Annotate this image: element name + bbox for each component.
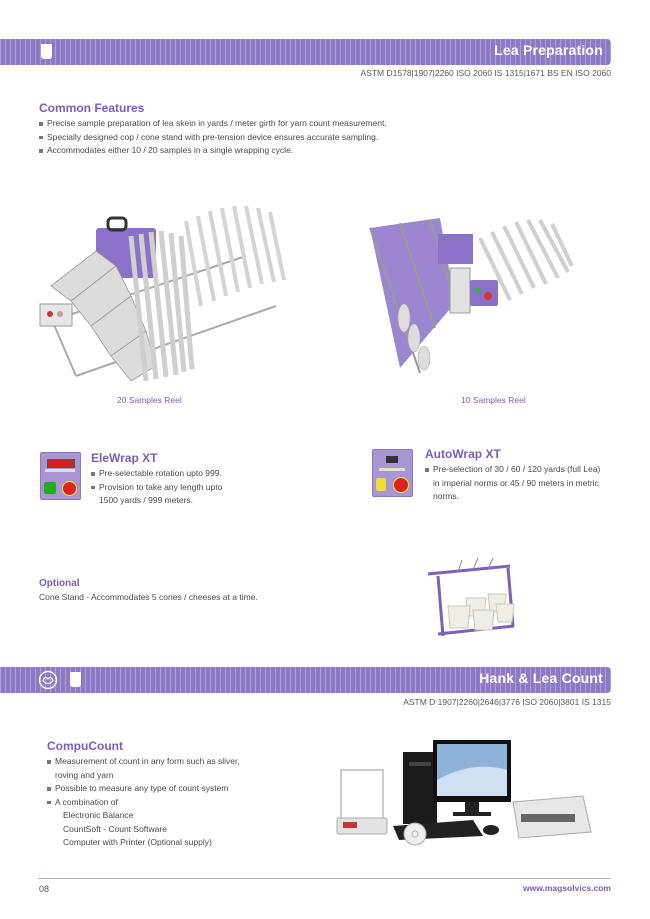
optional-text: Cone Stand - Accommodates 5 cones / cheeses at a time. [39,592,258,602]
autowrap-features [425,463,600,504]
list-item-continuation: 1500 yards / 999 meters. [99,495,194,505]
standards-text: ASTM D1578|1907|2260 ISO 2060 IS 1315|1671 BS EN ISO 2060 [360,68,611,78]
standards-text: ASTM D 1907|2260|2646|3776 ISO 2060|3801 IS 1315 [403,697,611,707]
elewrap-control-panel-image [40,452,81,500]
cotton-icon [38,670,58,690]
list-item: Possible to measure any type of count system [47,782,240,796]
autowrap-control-panel-image [372,449,413,497]
page-number: 08 [39,884,50,894]
list-item: Accommodates either 10 / 20 samples in a single wrapping cycle. [39,144,387,158]
caption-10-samples: 10 Samples Reel [461,395,526,405]
list-item: Specially designed cop / cone stand with pre-tension device ensures accurate sampling. [39,131,387,145]
footer-divider [38,878,611,879]
elewrap-features [91,467,222,508]
yarn-cop-icon [41,44,52,59]
list-item: Precise sample preparation of lea skein in yards / meter girth for yarn count measurement. [39,117,387,131]
cone-stand-image [418,556,524,640]
list-item-continuation: in imperial norms or 45 / 90 meters in metric [433,477,599,488]
autowrap-title: AutoWrap XT [425,447,501,461]
sub-item: Electronic Balance [63,810,134,820]
sub-item: Computer with Printer (Optional supply) [63,837,212,847]
section-title: Hank & Lea Count [479,670,603,686]
section-banner-lea [0,39,611,65]
reel-20-samples-image [36,196,291,386]
website-link[interactable]: www.magsolvics.com [522,883,611,893]
reel-10-samples-image [360,208,580,378]
list-item-continuation: roving and yarn [55,769,114,780]
optional-heading: Optional [39,578,80,589]
features-heading: Common Features [39,101,145,115]
list-item: Measurement of count in any form such as sliver, [47,755,240,769]
list-item: Pre-selection of 30 / 60 / 120 yards (full Lea) [425,463,600,477]
features-list [39,117,387,158]
compucount-title: CompuCount [47,739,123,753]
section-banner-hank [0,667,611,693]
elewrap-title: EleWrap XT [91,451,158,465]
sub-item: CountSoft - Count Software [63,823,167,834]
list-item-continuation: norms. [433,491,459,501]
list-item: Provision to take any length upto [91,481,222,495]
compucount-features [47,755,240,850]
list-item: Pre-selectable rotation upto 999. [91,467,222,481]
caption-20-samples: 20 Samples Reel [117,395,182,405]
section-title: Lea Preparation [494,42,603,58]
list-item: A combination of [47,796,240,810]
yarn-cop-icon [70,672,81,687]
compucount-system-image [333,740,593,850]
